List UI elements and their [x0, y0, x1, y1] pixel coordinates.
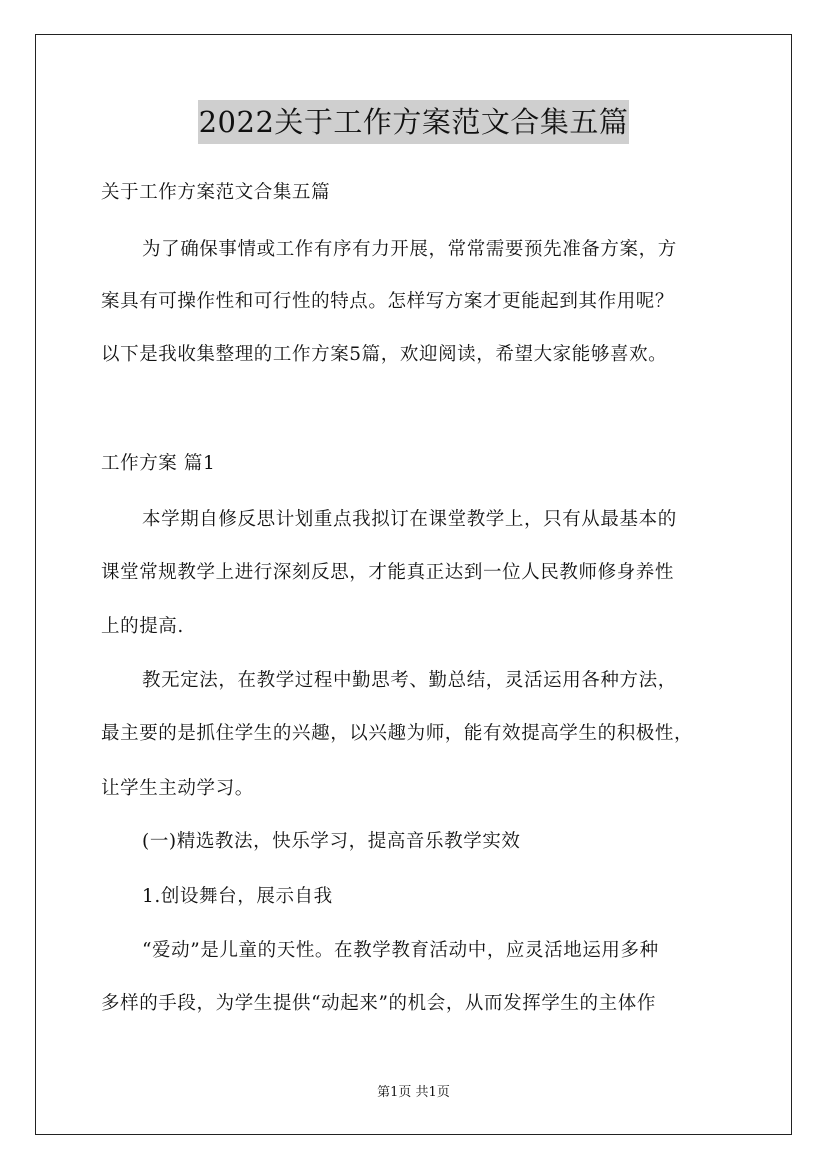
section-heading: 工作方案 篇1: [101, 453, 216, 474]
paragraph-2-line-1: 教无定法，在教学过程中勤思考、勤总结，灵活运用各种方法，: [142, 670, 677, 691]
paragraph-3-line-1: “爱动”是儿童的天性。在教学教育活动中，应灵活地运用多种: [142, 940, 659, 961]
intro-line-3: 以下是我收集整理的工作方案5篇，欢迎阅读，希望大家能够喜欢。: [101, 344, 668, 365]
intro-line-1: 为了确保事情或工作有序有力开展，常常需要预先准备方案，方: [142, 239, 677, 260]
intro-line-2: 案具有可操作性和可行性的特点。怎样写方案才更能起到其作用呢？: [101, 291, 675, 312]
paragraph-1-line-1: 本学期自修反思计划重点我拟订在课堂教学上，只有从最基本的: [142, 509, 677, 530]
subtitle-line: 关于工作方案范文合集五篇: [101, 182, 331, 203]
subheading-1: (一)精选教法，快乐学习，提高音乐教学实效: [142, 831, 521, 852]
page-footer: 第1页 共1页: [377, 1085, 450, 1100]
paragraph-1-line-2: 课堂常规教学上进行深刻反思，才能真正达到一位人民教师修身养性: [101, 562, 675, 583]
title-container: [0, 100, 827, 144]
paragraph-2-line-3: 让学生主动学习。: [101, 778, 254, 799]
subheading-2: 1.创设舞台，展示自我: [142, 886, 333, 907]
paragraph-3-line-2: 多样的手段，为学生提供“动起来”的机会，从而发挥学生的主体作: [101, 993, 656, 1014]
document-title: 2022关于工作方案范文合集五篇: [198, 100, 630, 144]
paragraph-1-line-3: 上的提高.: [101, 616, 184, 637]
paragraph-2-line-2: 最主要的是抓住学生的兴趣，以兴趣为师，能有效提高学生的积极性，: [101, 723, 694, 744]
